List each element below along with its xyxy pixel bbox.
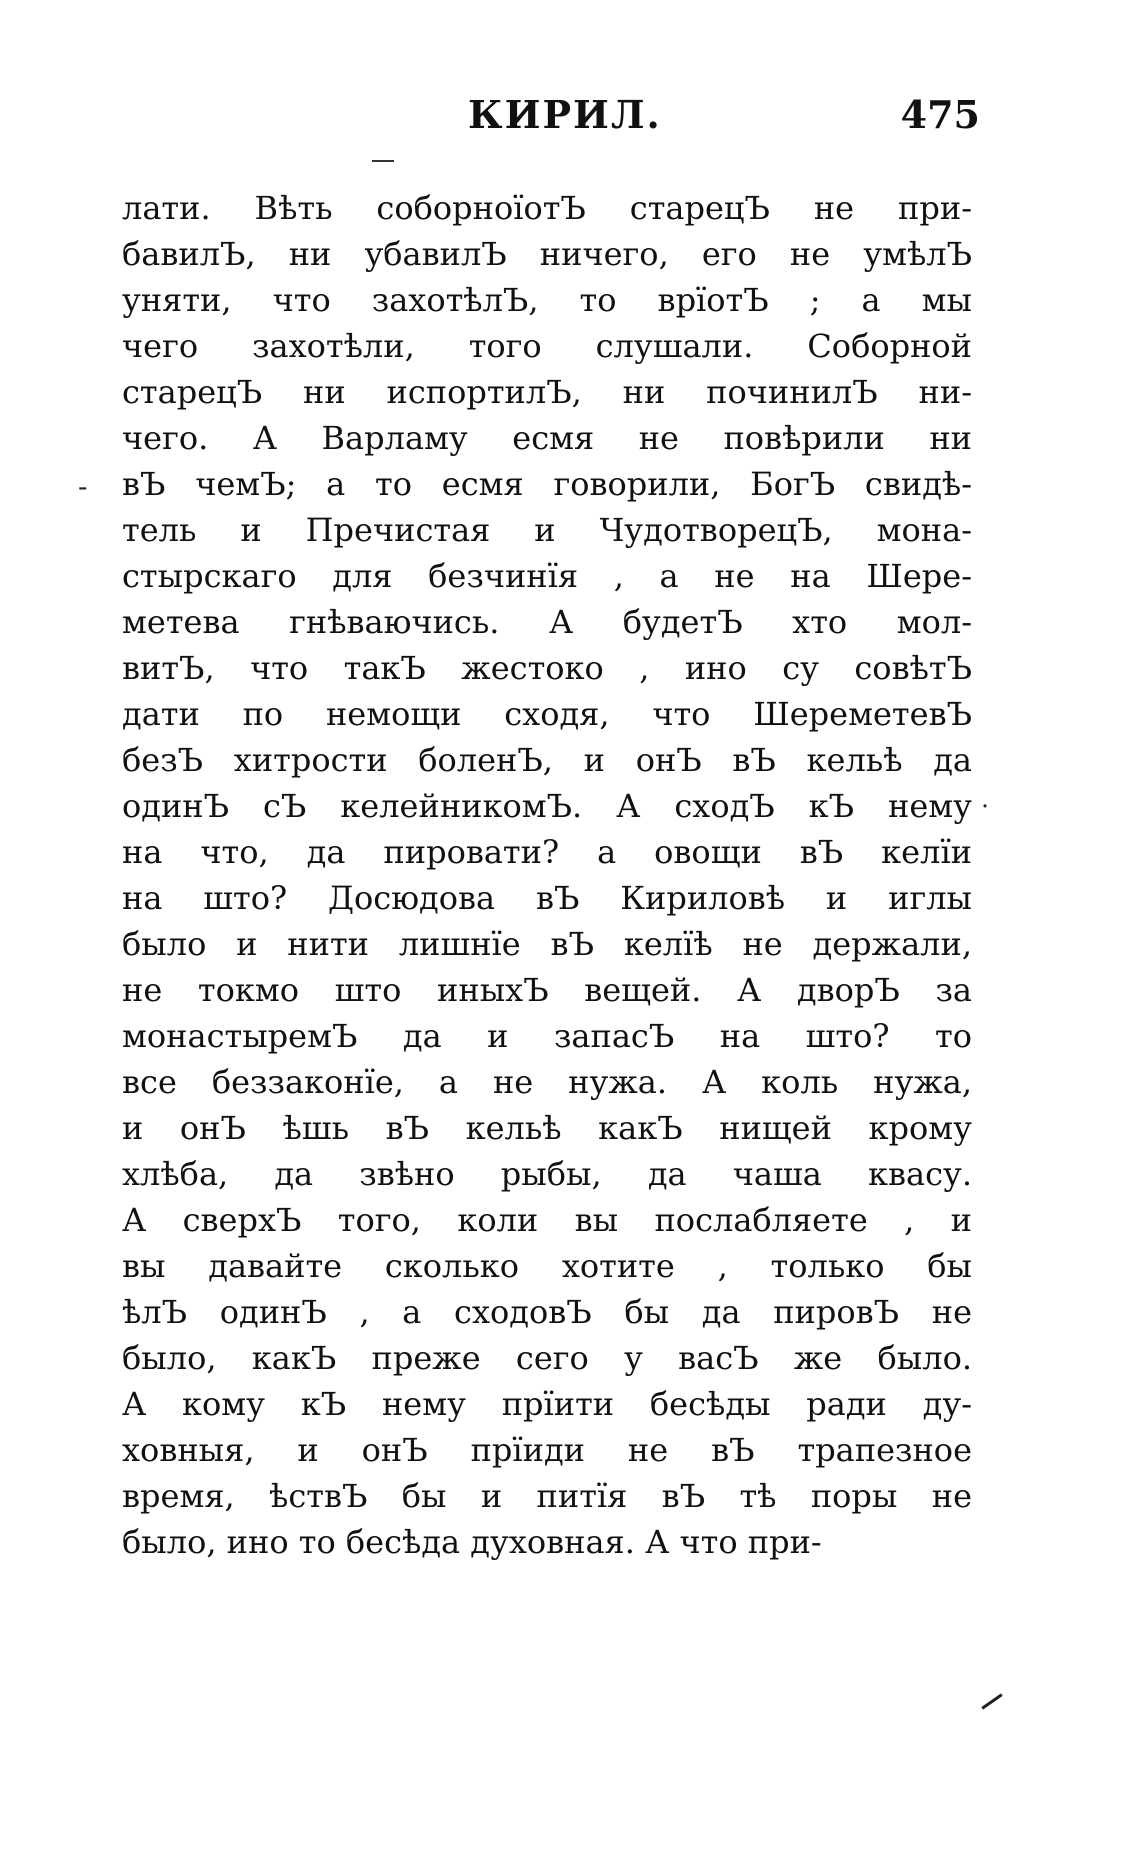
text-line: вы давайте сколько хотите , только бы [122, 1247, 972, 1285]
text-line: ѣлЪ одинЪ , а сходовЪ бы да пировЪ не [122, 1293, 972, 1331]
text-line: витЪ, что такЪ жестоко , ино су совѣтЪ [122, 649, 972, 687]
running-title: КИРИЛ. [468, 92, 662, 137]
body-text [122, 185, 972, 1565]
running-head [120, 92, 980, 152]
text-line: монастыремЪ да и запасЪ на што? то [122, 1017, 972, 1055]
margin-tick-mark: ˙ [978, 800, 992, 833]
text-line: время, ѣствЪ бы и питїя вЪ тѣ поры не [122, 1477, 972, 1515]
text-line: дати по немощи сходя, что ШереметевЪ [122, 695, 972, 733]
text-line: и онЪ ѣшь вЪ кельѣ какЪ нищей крому [122, 1109, 972, 1147]
text-line: не токмо што иныхЪ вещей. А дворЪ за [122, 971, 972, 1009]
page-number: 475 [900, 92, 980, 137]
dash-mark [372, 160, 394, 162]
text-line: на что, да пировати? а овощи вЪ келїи [122, 833, 972, 871]
text-line: чего. А Варламу есмя не повѣрили ни [122, 419, 972, 457]
text-line: безЪ хитрости боленЪ, и онЪ вЪ кельѣ да [122, 741, 972, 779]
text-line: метева гнѣваючись. А будетЪ хто мол- [122, 603, 972, 641]
text-line: А кому кЪ нему прїити бесѣды ради ду- [122, 1385, 972, 1423]
text-line: было и нити лишнїе вЪ келїѣ не держали, [122, 925, 972, 963]
text-line: хлѣба, да звѣно рыбы, да чаша квасу. [122, 1155, 972, 1193]
text-line: ховныя, и онЪ прїиди не вЪ трапезное [122, 1431, 972, 1469]
pen-stroke-mark [981, 1693, 1002, 1709]
text-line: старецЪ ни испортилЪ, ни починилЪ ни- [122, 373, 972, 411]
text-line: было, какЪ преже сего у васЪ же было. [122, 1339, 972, 1377]
text-line: уняти, что захотѣлЪ, то врїотЪ ; а мы [122, 281, 972, 319]
text-line: А сверхЪ того, коли вы послабляете , и [122, 1201, 972, 1239]
text-line: стырскаго для безчинїя , а не на Шере- [122, 557, 972, 595]
text-line: чего захотѣли, того слушали. Соборной [122, 327, 972, 365]
text-line: на што? Досюдова вЪ Кириловѣ и иглы [122, 879, 972, 917]
text-line: бавилЪ, ни убавилЪ ничего, его не умѣлЪ [122, 235, 972, 273]
text-line: все беззаконїе, а не нужа. А коль нужа, [122, 1063, 972, 1101]
text-line: было, ино то бесѣда духовная. А что при- [122, 1523, 822, 1561]
text-line: одинЪ сЪ келейникомЪ. А сходЪ кЪ нему [122, 787, 972, 825]
text-line: лати. Вѣть соборноїотЪ старецЪ не при- [122, 189, 972, 227]
margin-dash-mark: - [78, 470, 88, 503]
text-line: тель и Пречистая и ЧудотворецЪ, мона- [122, 511, 972, 549]
text-line: вЪ чемЪ; а то есмя говорили, БогЪ свидѣ- [122, 465, 972, 503]
